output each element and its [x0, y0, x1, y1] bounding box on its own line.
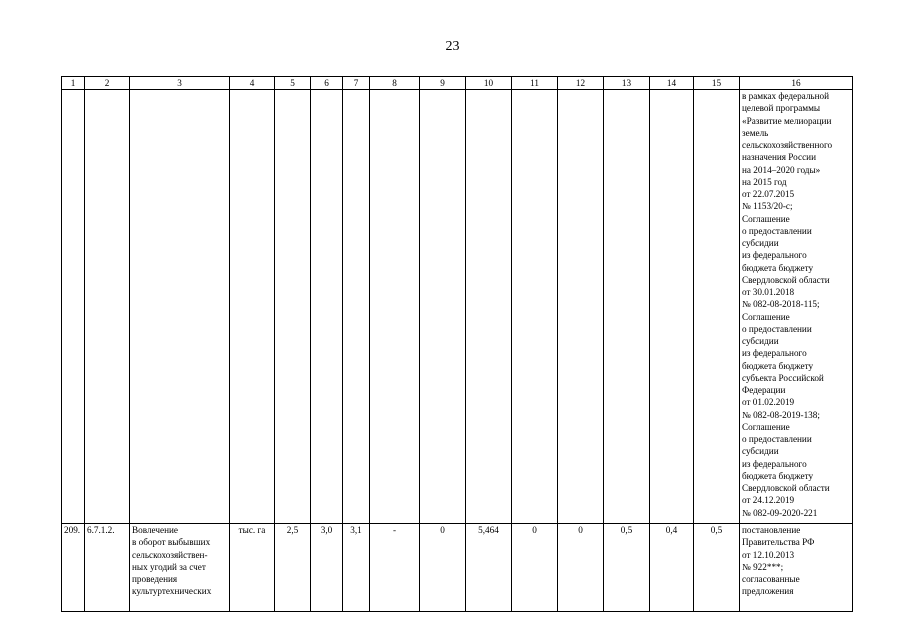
text-line: от 24.12.2019 [742, 495, 795, 506]
value-cell: 5,464 [466, 524, 512, 612]
text-line: сельскохозяйствен- [132, 549, 208, 560]
item-code: 6.7.1.2. [85, 524, 130, 612]
value-cell: 0 [512, 524, 558, 612]
indicators-table [61, 76, 853, 612]
text-line: предложения [742, 586, 794, 597]
text-line: о предоставлении [742, 323, 812, 334]
text-line: бюджета бюджету [742, 470, 814, 481]
text-line: из федерального [742, 348, 807, 359]
text-line: сельскохозяйственного [742, 140, 833, 150]
column-number: 16 [740, 77, 853, 90]
text-line: Соглашение [742, 421, 790, 432]
column-number: 1 [62, 77, 85, 90]
text-line: на 2015 год [742, 176, 787, 187]
column-number: 6 [311, 77, 343, 90]
text-line: Соглашение [742, 213, 790, 224]
value-cell: 2,5 [275, 524, 311, 612]
column-number: 2 [85, 77, 130, 90]
value-cell: 3,1 [343, 524, 370, 612]
unit-cell: тыс. га [230, 524, 275, 612]
text-line: на 2014–2020 годы» [742, 164, 821, 175]
text-line: Правительства РФ [742, 537, 815, 548]
column-number: 9 [420, 77, 466, 90]
text-line: о предоставлении [742, 434, 812, 444]
column-number: 14 [650, 77, 694, 90]
text-line: от 30.01.2018 [742, 287, 795, 297]
text-line: от 12.10.2013 [742, 549, 795, 560]
column-number: 5 [275, 77, 311, 90]
text-line: из федерального [742, 250, 807, 261]
text-line: согласованные [742, 574, 800, 584]
value-cell: 0,5 [694, 524, 740, 612]
value-cell: 3,0 [311, 524, 343, 612]
text-line: культуртехнических [132, 586, 212, 597]
text-line: Свердловской области [742, 483, 830, 493]
text-line: от 01.02.2019 [742, 397, 795, 408]
table-row [62, 524, 853, 612]
column-number: 15 [694, 77, 740, 90]
value-cell: 0 [558, 524, 604, 612]
value-cell: 0 [420, 524, 466, 612]
text-line: Соглашение [742, 311, 790, 322]
text-line: Вовлечение [132, 525, 178, 535]
text-line: «Развитие мелиорации [742, 115, 832, 126]
text-line: постановление [742, 525, 801, 535]
column-number: 7 [343, 77, 370, 90]
text-line: № 082-09-2020-221 [742, 507, 818, 518]
text-line: в оборот выбывших [132, 537, 211, 548]
column-number: 10 [466, 77, 512, 90]
value-cell: 0,4 [650, 524, 694, 612]
column-number: 12 [558, 77, 604, 90]
text-line: субсидии [742, 446, 779, 457]
text-line: земель [742, 127, 769, 138]
text-line: целевой программы [742, 103, 821, 114]
column-number: 3 [130, 77, 230, 90]
column-number: 13 [604, 77, 650, 90]
text-line: назначения России [742, 152, 816, 163]
column-number-row [62, 77, 853, 90]
column-number: 8 [370, 77, 420, 90]
text-line: № 1153/20-с; [742, 201, 793, 212]
text-line: субсидии [742, 336, 779, 346]
text-line: ных угодий за счет [132, 561, 206, 572]
column-number: 4 [230, 77, 275, 90]
text-line: субсидии [742, 238, 779, 248]
text-line: № 082-08-2019-138; [742, 409, 820, 420]
row-number: 209. [62, 524, 85, 612]
text-line: бюджета бюджету [742, 262, 814, 273]
basis-cell [740, 90, 853, 524]
text-line: из федерального [742, 458, 807, 469]
text-line: бюджета бюджету [742, 360, 814, 371]
text-line: проведения [132, 574, 178, 584]
continuation-row [62, 90, 853, 524]
indicator-name [130, 524, 230, 612]
text-line: № 082-08-2018-115; [742, 299, 820, 310]
text-line: о предоставлении [742, 225, 812, 236]
column-number: 11 [512, 77, 558, 90]
text-line: № 922***; [742, 561, 784, 572]
value-cell: - [370, 524, 420, 612]
text-line: Федерации [742, 385, 786, 395]
page-number: 23 [445, 39, 460, 54]
basis-cell [740, 524, 853, 612]
text-line: от 22.07.2015 [742, 189, 795, 199]
text-line: субъекта Российской [742, 372, 824, 383]
text-line: в рамках федеральной [742, 91, 830, 101]
value-cell: 0,5 [604, 524, 650, 612]
text-line: Свердловской области [742, 274, 830, 285]
